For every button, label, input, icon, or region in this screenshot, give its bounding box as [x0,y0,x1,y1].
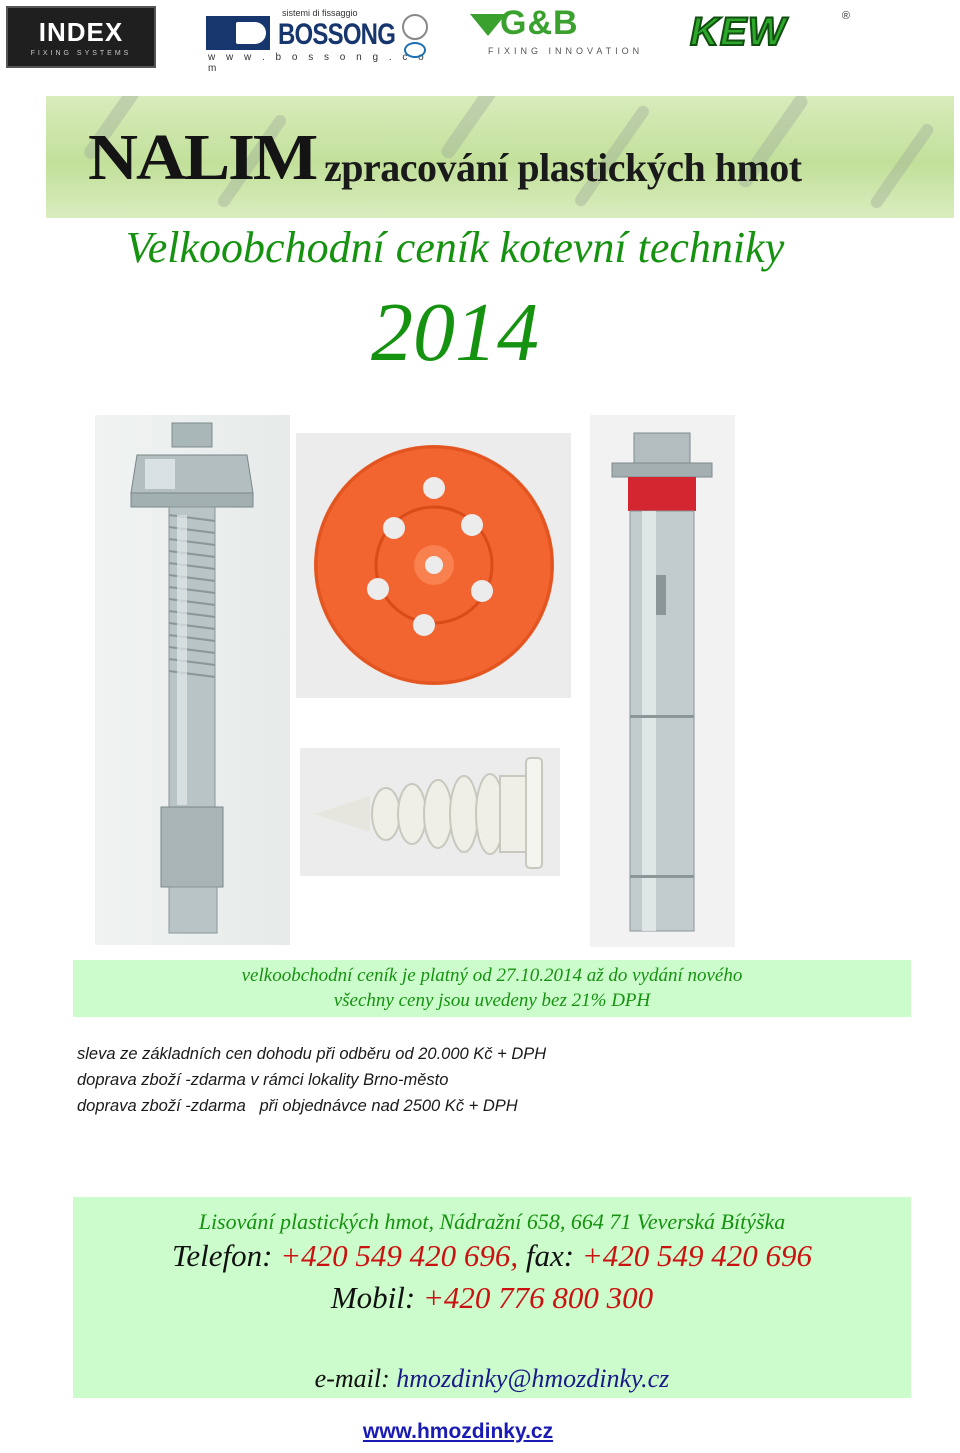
email-link[interactable]: hmozdinky@hmozdinky.cz [396,1364,670,1393]
free-delivery-order: doprava zboží -zdarma při objednávce nad 2500 Kč + DPH [77,1097,518,1115]
helical-plasterboard-plug-icon [300,748,560,876]
bossong-logo-tag: sistemi di fissaggio [282,8,358,18]
index-logo [6,6,156,68]
validity-line: velkoobchodní ceník je platný od 27.10.2014 až do vydání nového [241,965,743,986]
gb-logo-sub: FIXING INNOVATION [488,46,644,56]
insulation-disc-washer-icon [296,433,571,698]
vat-line: všechny ceny jsou uvedeny bez 21% DPH [333,990,651,1011]
kew-logo-word: KEW [690,10,787,54]
free-delivery-brno: doprava zboží -zdarma v rámci lokality Brno-město [77,1071,449,1089]
email-label: e-mail: [314,1364,390,1393]
banner-company-name: NALIM [88,121,317,194]
nalim-banner [46,96,954,218]
fax-value: +420 549 420 696 [581,1238,812,1273]
email-line [73,1364,911,1394]
wedge-anchor-bolt-icon [95,415,290,945]
phone-fax-line [73,1238,911,1274]
sleeve-anchor-icon [590,415,735,947]
fax-label: fax: [525,1238,575,1273]
gb-logo [470,4,646,56]
certification-seal-icon [402,14,428,40]
bossong-logo-url: w w w . b o s s o n g . c o m [208,52,428,74]
contact-box [73,1197,911,1398]
registered-mark: ® [841,10,850,22]
page-title: Velkoobchodní ceník kotevní techniky [125,223,785,272]
mobile-line [73,1280,911,1316]
anchor-deco-icon [868,122,935,211]
mobile-label: Mobil: [330,1280,416,1315]
bossong-logo [206,8,428,74]
kew-logo [690,10,850,56]
mobile-value[interactable]: +420 776 800 300 [422,1280,654,1315]
validity-info-box [73,960,911,1017]
banner-subtitle: zpracování plastických hmot [324,145,802,190]
phone-value[interactable]: +420 549 420 696, [280,1238,519,1273]
website-link[interactable]: www.hmozdinky.cz [362,1420,554,1443]
discount-condition: sleva ze základních cen dohodu při odběru od 20.000 Kč + DPH [77,1045,547,1063]
phone-label: Telefon: [171,1238,273,1273]
index-logo-word: INDEX [38,17,124,47]
certification-seal-icon [404,42,426,58]
bossong-mark-icon [206,16,270,50]
index-logo-sub: FIXING SYSTEMS [30,50,132,57]
bossong-logo-word: BOSSONG [278,18,396,51]
company-address: Lisování plastických hmot, Nádražní 658, 664 71 Veverská Bítýška [198,1209,786,1234]
gb-logo-word: G&B [500,4,579,42]
page-year: 2014 [371,286,539,379]
